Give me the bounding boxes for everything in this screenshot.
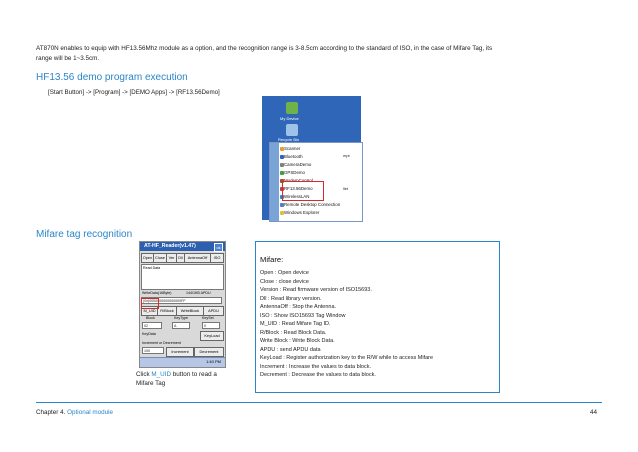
caption-post: button to read a Mifare Tag [136,371,217,387]
pda-antennaoff-button: AntennaOff [184,253,211,263]
description-open: Open : Open device [260,270,309,276]
caption-highlight: M_UID [151,371,171,378]
page-number: 44 [590,409,598,416]
footer-chapter-number: Chapter 4. [36,409,66,416]
description-close: Close : close device [260,278,309,285]
pda-keyload-button: KeyLoad [200,331,224,341]
menu-item-wirelesslan: WirelessLAN [284,194,310,199]
footer-section: Optional module [67,409,114,416]
menu-item-windows-explorer: Windows Explorer [284,210,320,215]
menu-item-remote-desktop: Remote Desktop Connection [284,202,341,207]
my-device-icon [286,102,298,114]
section-heading-mifare: Mifare tag recognition [36,229,133,240]
recycle-bin-label: Recycle Bin [278,137,300,142]
pda-decrement-button: Decrement [194,347,224,357]
recycle-bin-icon [286,124,298,136]
pda-ver-button: Ver [166,253,177,263]
caption-pre: Click [136,371,152,378]
footer-rule [36,402,602,403]
pda-read-data-label: Read Data [143,266,161,270]
pda-keyset-select: 0 [202,322,220,329]
my-device-label: My Device [280,116,299,121]
pda-m-uid-button: M_UID [141,306,158,316]
pda-dll-button: Dll [176,253,185,263]
pda-block-label: Block [146,316,155,320]
pda-read-data-box [141,264,224,290]
mifare-box-title: Mifare: [260,255,284,264]
pda-writeblock-button: WriteBlock [176,306,204,316]
section-heading-demo: HF13.56 demo program execution [36,72,188,83]
pda-ok-button: ok [214,243,223,252]
pda-write-label: WriteData(16Byte) [142,291,172,295]
menu-path: [Start Button] -> [Program] -> [DEMO Apps] -> [RF13.56Demo] [48,89,220,96]
pda-open-button: Open [141,253,154,263]
description-apdu: APDU : send APDU data [260,346,321,353]
description-dll: Dll : Read library version. [260,295,322,302]
mifare-description-list [260,269,495,380]
side-label-mpt: mpt [343,153,350,158]
menu-item-camerademo: CameraDemo [284,162,312,167]
pda-block-select: 02 [142,322,162,329]
description-rblock: R/Block : Read Block Data. [260,329,327,336]
pda-caption [136,370,236,388]
description-increment: Increment : Increase the values to data block. [260,363,371,370]
pda-increment-button: Increment [166,347,194,357]
pda-keytype-select: A [172,322,190,329]
pda-rblock-button: R/Block [157,306,177,316]
description-antennaoff: AntennaOff : Stop the Antenna. [260,304,337,310]
description-keyload: KeyLoad : Register authorization key to the R/W while to access Mifare [260,355,434,361]
pda-close-button: Close [153,253,167,263]
start-menu-strip [270,143,279,221]
m-uid-highlight [141,298,159,309]
pda-apdu-button: APDU [203,306,224,316]
pda-write-input: (0x)0000000000000000FF [141,297,222,304]
description-decrement: Decrement : Decrease the values to data block. [260,372,376,378]
pda-incdec-label: Increment or Decrement [142,341,181,345]
menu-item-gpsdemo: GPSDemo [284,170,305,175]
intro-paragraph: AT870N enables to equip with HF13.56Mhz module as a option, and the recognition range is 3-8.5cm according to the standard of ISO, in the case of Mifare Tag, its range will be 1~3.5cm. [36,45,493,62]
pda-keytype-label: KeyType [174,316,188,320]
pda-iso-button: ISO [210,253,224,263]
menu-item-bluetooth: Bluetooth [284,154,303,159]
description-m-uid: M_UID : Read Mifare Tag ID. [260,321,331,327]
menu-item-rf13-56demo: RF13.56Demo [284,186,313,191]
pda-titlebar [140,242,225,251]
rf-demo-highlight [282,181,324,201]
menu-item-modemcontrol: ModemControl [284,178,313,183]
pda-title: AT-HF_Reader(v1.47) [144,243,196,249]
footer-chapter [36,409,113,416]
pda-keydata-label: KeyData [142,332,156,336]
description-writeblock: Write Block : Write Block Data. [260,338,335,344]
menu-item-scanner: Scanner [284,146,301,151]
pda-incdec-input: 100 [142,347,164,354]
description-version: Version : Read firmware version of ISO15693. [260,287,372,293]
pda-keyset-label: KeySet [202,316,214,320]
pda-clock: 1:40 PM [206,359,221,364]
pda-write-hint: 144/1KB APDU [186,291,211,295]
description-iso: ISO : Show ISO15693 Tag Window [260,312,346,319]
side-label-llet: llet [343,186,349,191]
pda-taskbar [140,357,225,367]
